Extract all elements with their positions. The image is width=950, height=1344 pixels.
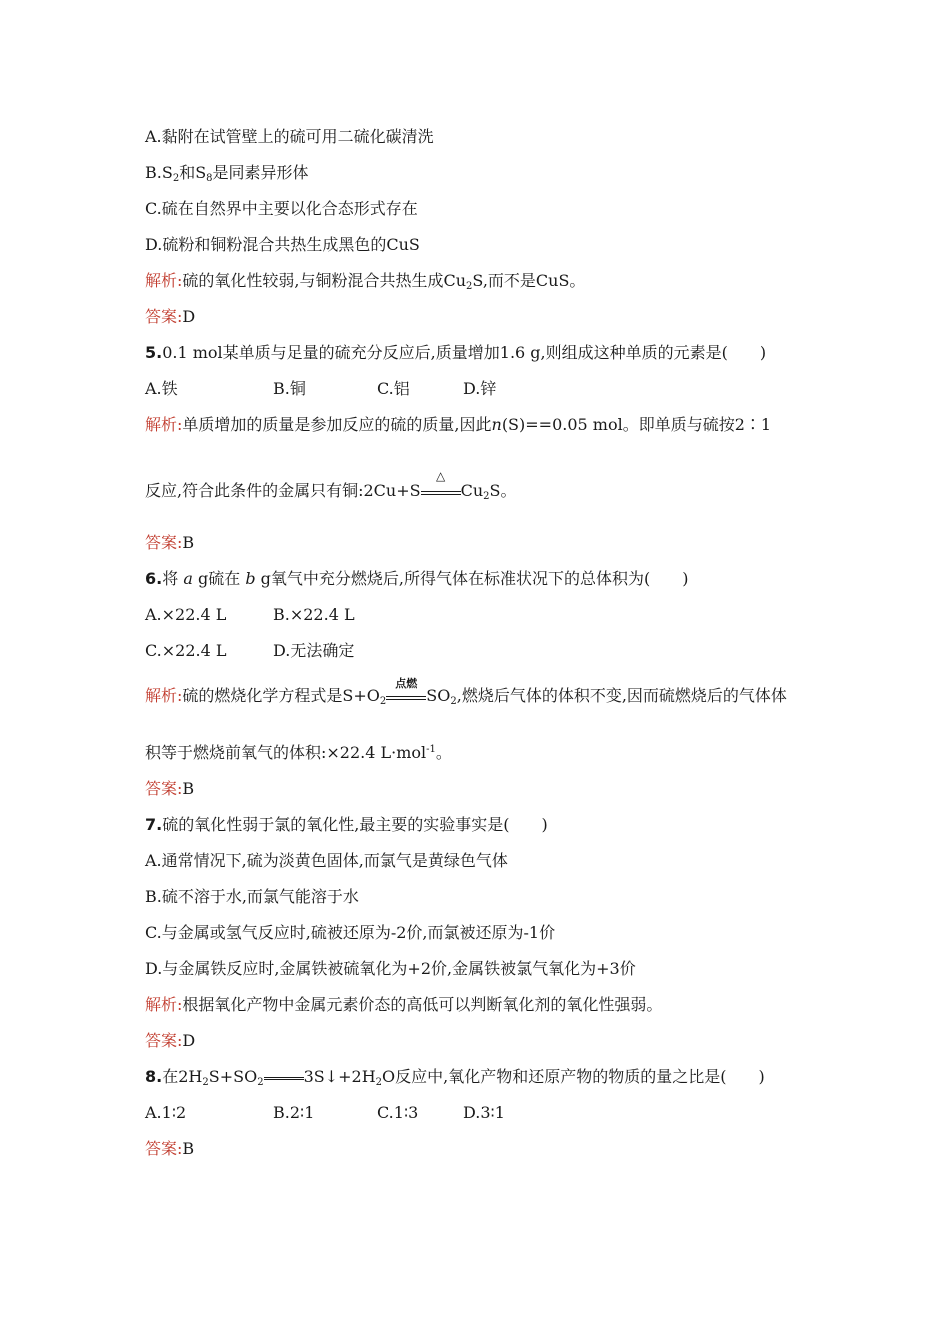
variable-b: b <box>245 569 256 588</box>
q5-analysis-equation <box>145 468 517 502</box>
analysis-text: ,燃烧后气体的体积不变,因而硫燃烧后的气体体 <box>456 686 787 705</box>
q4-option-b-text: B.S <box>145 163 173 182</box>
question-text: O反应中,氧化产物和还原产物的物质的量之比是( ) <box>382 1067 765 1086</box>
subscript: 2 <box>257 1077 264 1088</box>
q7-stem <box>145 815 548 835</box>
analysis-text: S,而不是CuS。 <box>472 271 586 290</box>
q6-analysis <box>145 676 787 707</box>
q6-answer <box>145 779 194 799</box>
analysis-text: 。 <box>435 743 452 762</box>
q6-option-b: B.×22.4 L <box>273 605 355 624</box>
q7-option-d: D.与金属铁反应时,金属铁被硫氧化为+2价,金属铁被氯气氧化为+3价 <box>145 959 636 978</box>
question-text: g硫在 <box>197 569 241 588</box>
analysis-label: 解析: <box>145 686 183 705</box>
analysis-label: 解析: <box>145 995 183 1014</box>
q7-option-a: A.通常情况下,硫为淡黄色固体,而氯气是黄绿色气体 <box>145 851 508 870</box>
q5-options <box>145 379 496 399</box>
question-text: 0.1 mol某单质与足量的硫充分反应后,质量增加1.6 g,则组成这种单质的元素是( ) <box>162 343 767 362</box>
q6-analysis-cont <box>145 743 452 763</box>
question-number: 5. <box>145 343 163 362</box>
answer-value: B <box>182 533 195 552</box>
answer-label: 答案: <box>145 779 183 798</box>
reaction-equals-sign <box>264 1068 304 1088</box>
q4-option-a: A.黏附在试管壁上的硫可用二硫化碳清洗 <box>145 127 434 146</box>
analysis-text: (S)==0.05 mol。即单质与硫按2∶1 <box>501 415 772 434</box>
answer-label: 答案: <box>145 533 183 552</box>
q4-option-d: D.硫粉和铜粉混合共热生成黑色的CuS <box>145 235 420 254</box>
q5-analysis <box>145 415 771 435</box>
question-text: 3S↓+2H <box>303 1067 376 1086</box>
q7-option-b: B.硫不溶于水,而氯气能溶于水 <box>145 887 359 906</box>
variable-n: n <box>491 415 502 434</box>
q8-option-c: C.1∶3 <box>377 1103 419 1122</box>
subscript: 2 <box>202 1077 209 1088</box>
q4-analysis <box>145 271 585 291</box>
q5-option-b: B.铜 <box>273 379 306 398</box>
heat-condition: △ <box>435 468 446 483</box>
q4-option-b-text: 和S <box>179 163 207 182</box>
question-text: 将 <box>162 569 179 588</box>
answer-value: D <box>182 307 196 326</box>
answer-label: 答案: <box>145 1139 183 1158</box>
question-number: 6. <box>145 569 163 588</box>
q6-stem <box>145 569 688 589</box>
question-number: 7. <box>145 815 163 834</box>
subscript: 2 <box>379 696 387 707</box>
analysis-text: SO <box>426 686 451 705</box>
q4-answer <box>145 307 195 327</box>
analysis-text: 硫的燃烧化学方程式是S+O <box>182 686 380 705</box>
q6-option-d: D.无法确定 <box>273 641 355 660</box>
answer-value: B <box>182 779 195 798</box>
q8-option-b: B.2∶1 <box>273 1103 315 1122</box>
q6-option-c: C.×22.4 L <box>145 641 227 660</box>
q5-option-c: C.铝 <box>377 379 410 398</box>
q4-option-b-text: 是同素异形体 <box>212 163 309 182</box>
superscript: -1 <box>426 744 436 755</box>
q5-option-a: A.铁 <box>145 379 178 398</box>
subscript: 2 <box>466 281 473 292</box>
question-text: S+SO <box>208 1067 258 1086</box>
q6-options-row2 <box>145 641 354 661</box>
q7-answer <box>145 1031 195 1051</box>
q6-options-row1 <box>145 605 355 625</box>
q8-answer <box>145 1139 194 1159</box>
answer-label: 答案: <box>145 307 183 326</box>
q8-options <box>145 1103 505 1123</box>
q8-stem <box>145 1067 765 1088</box>
question-text: g氧气中充分燃烧后,所得气体在标准状况下的总体积为( ) <box>260 569 689 588</box>
q4-option-c: C.硫在自然界中主要以化合态形式存在 <box>145 199 418 218</box>
analysis-label: 解析: <box>145 415 183 434</box>
question-text: 在2H <box>162 1067 203 1086</box>
analysis-text: 积等于燃烧前氧气的体积:×22.4 L·mol <box>145 743 427 762</box>
subscript: 2 <box>172 173 180 184</box>
q5-answer <box>145 533 194 553</box>
q5-option-d: D.锌 <box>463 379 497 398</box>
analysis-text: 反应,符合此条件的金属只有铜:2Cu+S <box>145 481 421 500</box>
q8-option-a: A.1∶2 <box>145 1103 187 1122</box>
q7-analysis <box>145 995 662 1015</box>
q6-option-a: A.×22.4 L <box>145 605 227 624</box>
subscript: 2 <box>483 491 490 502</box>
analysis-label: 解析: <box>145 271 183 290</box>
question-text: 硫的氧化性弱于氯的氧化性,最主要的实验事实是( ) <box>162 815 548 834</box>
question-number: 8. <box>145 1067 163 1086</box>
q4-option-b <box>145 163 309 183</box>
analysis-text: 硫的氧化性较弱,与铜粉混合共热生成Cu <box>182 271 467 290</box>
variable-a: a <box>183 569 193 588</box>
reaction-equals-sign <box>386 676 426 707</box>
answer-value: D <box>182 1031 196 1050</box>
reaction-equals-sign <box>421 468 461 502</box>
analysis-text: 单质增加的质量是参加反应的硫的质量,因此 <box>182 415 492 434</box>
analysis-text: 根据氧化产物中金属元素价态的高低可以判断氧化剂的氧化性强弱。 <box>182 995 663 1014</box>
q8-option-d: D.3∶1 <box>463 1103 505 1122</box>
subscript: 2 <box>450 696 457 707</box>
answer-label: 答案: <box>145 1031 183 1050</box>
analysis-text: S。 <box>489 481 517 500</box>
q5-stem <box>145 343 766 363</box>
analysis-text: Cu <box>460 481 484 500</box>
subscript: 2 <box>375 1077 383 1088</box>
subscript: 8 <box>206 173 213 184</box>
ignite-condition: 点燃 <box>395 676 418 690</box>
answer-value: B <box>182 1139 195 1158</box>
q7-option-c: C.与金属或氢气反应时,硫被还原为-2价,而氯被还原为-1价 <box>145 923 556 942</box>
